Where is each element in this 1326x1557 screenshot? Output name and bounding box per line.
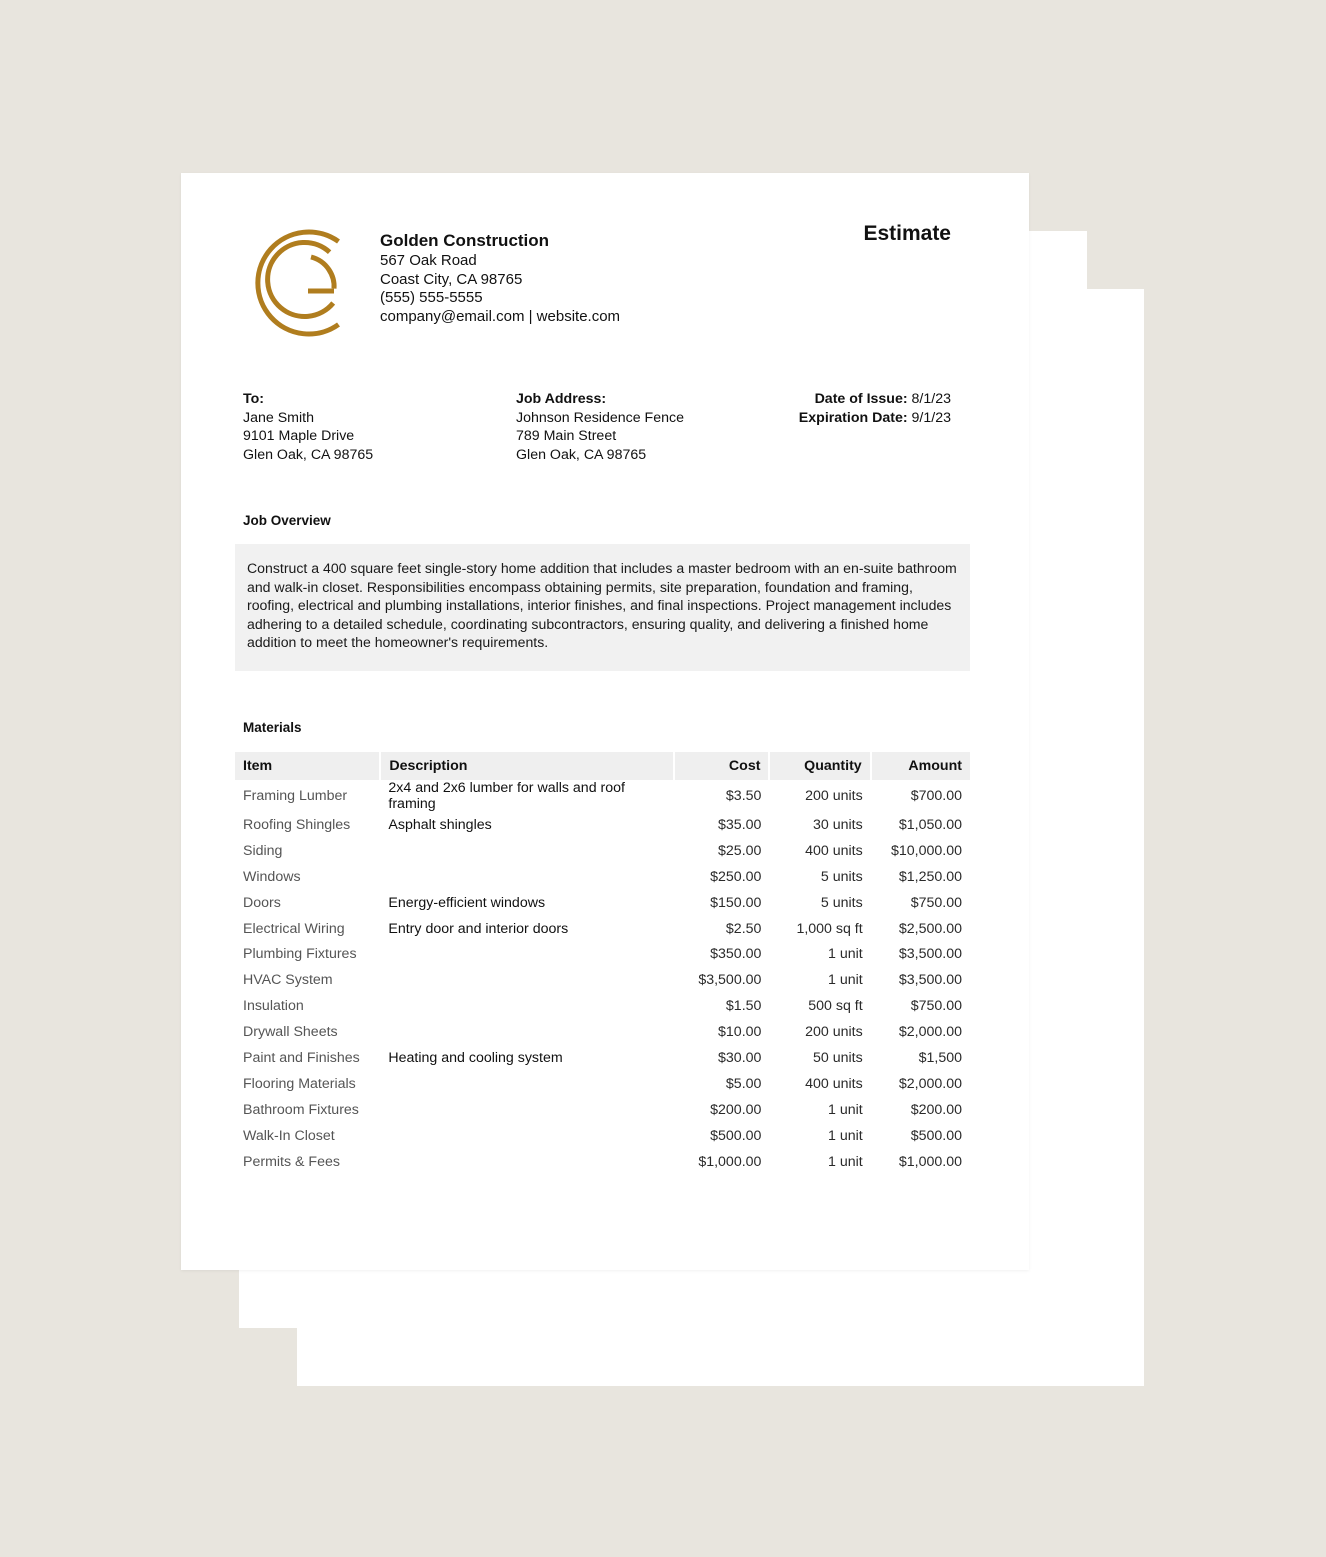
row-item: Insulation [243,998,304,1015]
row-cost: $25.00 [718,842,762,859]
row-amount: $2,500.00 [898,920,962,937]
row-description [380,864,674,890]
company-info [380,230,620,326]
row-cost: $2.50 [725,920,762,937]
table-row [235,1097,970,1123]
dates-block [799,390,951,427]
job-address-city: Glen Oak, CA 98765 [516,446,647,463]
row-item: Plumbing Fixtures [243,946,357,963]
row-description [380,993,674,1019]
table-row [235,864,970,890]
row-amount: $2,000.00 [898,1075,962,1092]
row-item: Walk-In Closet [243,1127,335,1144]
row-quantity: 400 units [805,842,863,859]
materials-title: Materials [243,720,302,735]
row-item: Windows [243,868,301,885]
company-contact: company@email.com | website.com [380,307,621,325]
row-description [380,1149,674,1175]
row-description [380,1019,674,1045]
row-amount: $700.00 [910,788,962,804]
row-item: Roofing Shingles [243,816,351,833]
row-cost: $150.00 [710,894,762,911]
row-item: Bathroom Fixtures [243,1101,359,1118]
recipient-label: To: [243,391,265,407]
row-item: Permits & Fees [243,1153,340,1170]
header-amount: Amount [871,752,970,780]
header-item: Item [235,752,380,780]
document-title: Estimate [863,222,951,245]
recipient-block [243,390,373,464]
row-item: Siding [243,842,283,859]
table-row [235,1123,970,1149]
table-row [235,967,970,993]
row-cost: $1.50 [725,998,762,1015]
company-logo-icon [247,228,343,338]
recipient-city: Glen Oak, CA 98765 [243,446,374,463]
table-row [235,812,970,838]
expiration-date-value: 9/1/23 [911,409,951,426]
table-row [235,993,970,1019]
row-amount: $1,050.00 [898,816,962,833]
row-description: 2x4 and 2x6 lumber for walls and roof framing [388,780,625,812]
row-description [380,1071,674,1097]
company-name: Golden Construction [380,231,550,250]
row-cost: $5.00 [725,1075,762,1092]
row-quantity: 5 units [820,894,863,911]
issue-date-row [799,390,951,409]
header-quantity: Quantity [769,752,870,780]
row-quantity: 1 unit [827,1101,863,1118]
row-amount: $3,500.00 [898,946,962,963]
row-item: Paint and Finishes [243,1049,360,1066]
table-row [235,1045,970,1071]
row-quantity: 1 unit [827,1127,863,1144]
row-cost: $200.00 [710,1101,762,1118]
row-cost: $350.00 [710,946,762,963]
row-item: Doors [243,894,281,911]
header-description: Description [380,752,674,780]
row-amount: $750.00 [910,894,962,911]
row-description: Asphalt shingles [388,816,492,833]
row-description: Energy-efficient windows [388,894,546,911]
row-amount: $3,500.00 [898,972,962,989]
issue-date-label: Date of Issue: [814,391,908,407]
row-quantity: 1 unit [827,1153,863,1170]
row-item: Framing Lumber [243,788,348,804]
table-row [235,1019,970,1045]
row-description [380,967,674,993]
row-item: Flooring Materials [243,1075,356,1092]
row-quantity: 1 unit [827,946,863,963]
row-cost: $1,000.00 [698,1153,762,1170]
row-description [380,838,674,864]
row-amount: $1,000.00 [898,1153,962,1170]
row-item: Electrical Wiring [243,920,345,937]
row-amount: $1,500 [918,1049,962,1066]
row-quantity: 200 units [805,788,863,804]
row-cost: $250.00 [710,868,762,885]
issue-date-value: 8/1/23 [911,391,951,407]
row-quantity: 500 sq ft [808,998,863,1015]
row-amount: $750.00 [910,998,962,1015]
expiration-date-label: Expiration Date: [798,409,908,426]
materials-header-row [235,752,970,780]
table-row [235,838,970,864]
row-quantity: 5 units [820,868,863,885]
row-cost: $500.00 [710,1127,762,1144]
table-row [235,1149,970,1175]
materials-table [235,752,970,1174]
row-cost: $3.50 [725,788,762,804]
row-quantity: 1 unit [827,972,863,989]
table-row [235,1071,970,1097]
table-row [235,780,970,812]
row-quantity: 1,000 sq ft [796,920,863,937]
row-cost: $30.00 [718,1049,762,1066]
row-description [380,941,674,967]
company-address-line1: 567 Oak Road [380,252,477,269]
table-row [235,916,970,942]
row-amount: $10,000.00 [890,842,962,859]
materials-body [235,780,970,1174]
estimate-page [181,173,1029,1270]
row-item: Drywall Sheets [243,1024,338,1041]
job-address-name: Johnson Residence Fence [516,409,684,426]
row-amount: $1,250.00 [898,868,962,885]
row-cost: $35.00 [718,816,762,833]
row-quantity: 30 units [813,816,863,833]
row-quantity: 200 units [805,1024,863,1041]
row-description [380,1097,674,1123]
job-overview-title: Job Overview [243,513,331,528]
recipient-name: Jane Smith [243,409,314,426]
job-overview-text: Construct a 400 square feet single-story home addition that includes a master bedroom with an en-suite bathroom and walk-in closet. Responsibilities encompass obtaining permits, site preparation, foundation and framing, roofing, electrical and plumbing installations, interior finishes, and final inspections. Project management includes adhering to a detailed schedule, coordinating subcontractors, ensuring quality, and delivering a finished home addition to meet the homeowner's requirements. [235,544,970,671]
row-cost: $3,500.00 [698,972,762,989]
row-amount: $2,000.00 [898,1024,962,1041]
row-amount: $500.00 [910,1127,962,1144]
row-description [380,1123,674,1149]
row-description: Heating and cooling system [388,1049,563,1066]
expiration-date-row [799,409,951,428]
company-phone: (555) 555-5555 [380,289,483,307]
recipient-street: 9101 Maple Drive [243,428,355,445]
job-address-block [516,390,684,464]
row-quantity: 400 units [805,1075,863,1092]
table-row [235,890,970,916]
row-description: Entry door and interior doors [388,920,569,937]
row-item: HVAC System [243,972,333,989]
company-address-line2: Coast City, CA 98765 [380,270,523,288]
row-quantity: 50 units [813,1049,863,1066]
job-address-street: 789 Main Street [516,428,617,445]
header-cost: Cost [674,752,769,780]
job-address-label: Job Address: [516,391,607,407]
row-cost: $10.00 [718,1024,762,1041]
table-row [235,941,970,967]
row-amount: $200.00 [910,1101,962,1118]
